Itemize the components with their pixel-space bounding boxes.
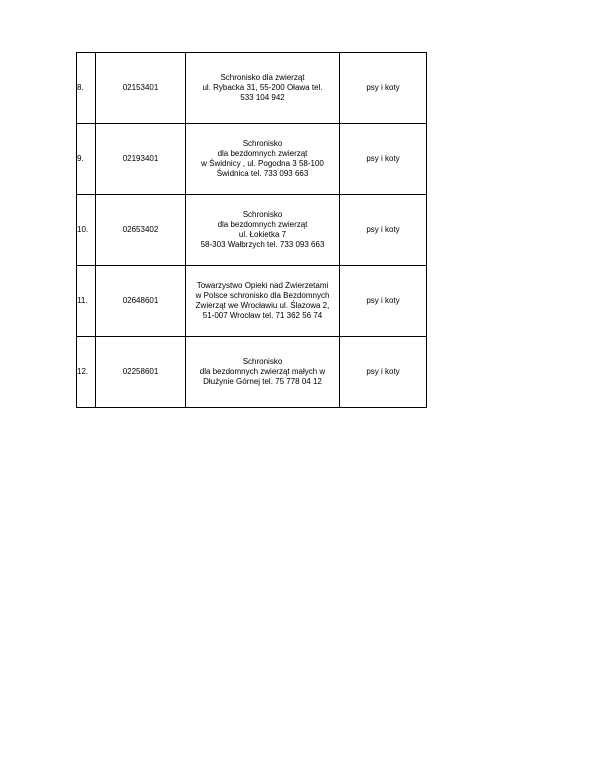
registration-number: 02258601	[96, 337, 186, 408]
table-row	[77, 124, 427, 195]
registration-number: 02193401	[96, 124, 186, 195]
animal-types: psy i koty	[340, 337, 427, 408]
row-number: 10.	[77, 195, 96, 266]
registration-number: 02153401	[96, 53, 186, 124]
row-number: 11.	[77, 266, 96, 337]
shelter-name-address-text: Schronisko dla bezdomnych zwierząt ul. Łokietka 7 58-303 Wałbrzych tel. 733 093 663	[200, 210, 325, 249]
row-number: 8.	[77, 53, 96, 124]
row-number: 12.	[77, 337, 96, 408]
table-row	[77, 195, 427, 266]
table-row	[77, 337, 427, 408]
registration-number: 02653402	[96, 195, 186, 266]
shelter-name-address	[186, 337, 340, 408]
shelter-registry-table	[76, 52, 427, 408]
animal-types: psy i koty	[340, 266, 427, 337]
shelter-name-address-text: Schronisko dla bezdomnych zwierząt w Świdnicy , ul. Pogodna 3 58-100 Świdnica tel. 733 093 663	[201, 139, 324, 178]
table-row	[77, 53, 427, 124]
shelter-name-address	[186, 124, 340, 195]
shelter-name-address-text: Towarzystwo Opieki nad Zwierzetami w Polsce schronisko dla Bezdomnych Zwierząt we Wrocławiu ul. Ślazowa 2, 51-007 Wrocław tel. 71 362 56 74	[195, 281, 330, 320]
shelter-name-address	[186, 266, 340, 337]
row-number: 9.	[77, 124, 96, 195]
shelter-name-address-text: Schronisko dla zwierząt ul. Rybacka 31, 55-200 Oława tel. 533 104 942	[202, 73, 323, 102]
table-row	[77, 266, 427, 337]
animal-types: psy i koty	[340, 53, 427, 124]
animal-types: psy i koty	[340, 195, 427, 266]
shelter-name-address	[186, 53, 340, 124]
registration-number: 02648601	[96, 266, 186, 337]
shelter-name-address-text: Schronisko dla bezdomnych zwierząt małych w Dłużynie Górnej tel. 75 778 04 12	[199, 357, 326, 386]
animal-types: psy i koty	[340, 124, 427, 195]
shelter-name-address	[186, 195, 340, 266]
